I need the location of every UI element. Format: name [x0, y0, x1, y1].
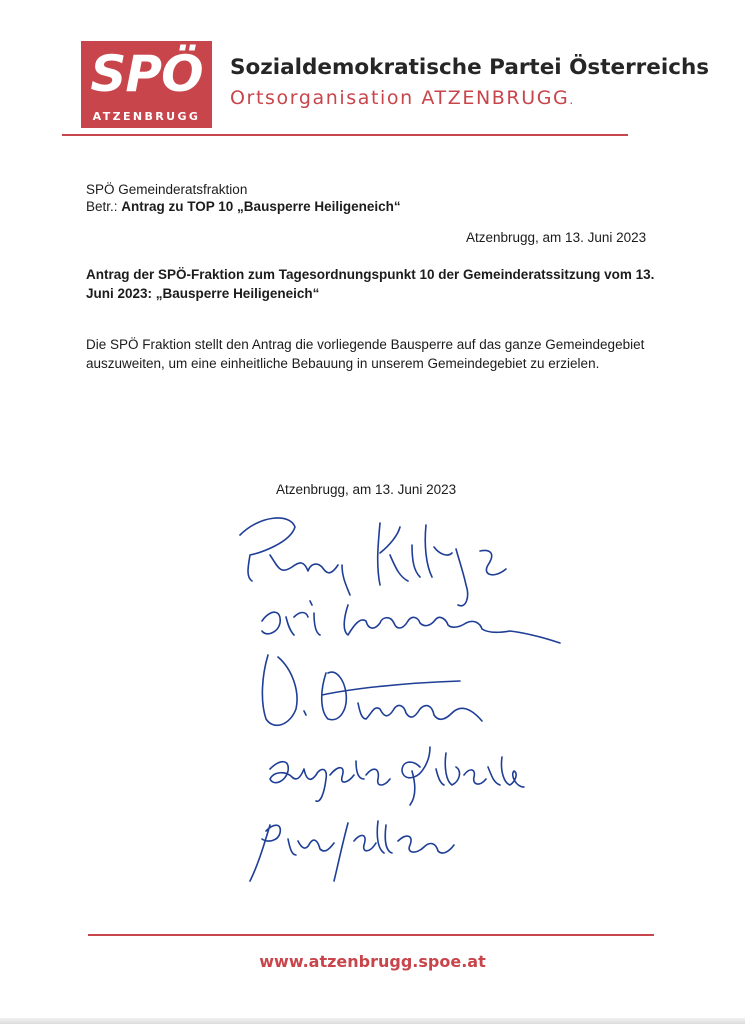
- logo-main-text: SPÖ: [90, 45, 203, 103]
- letter-date: Atzenbrugg, am 13. Juni 2023: [466, 230, 647, 245]
- motion-body: [86, 335, 644, 373]
- signature-3: [262, 655, 482, 725]
- handwritten-signatures: [230, 505, 580, 895]
- spoe-logo: [81, 41, 212, 128]
- header-divider: [62, 134, 628, 136]
- subject-text: Antrag zu TOP 10 „Bausperre Heiligeneich“: [121, 199, 401, 214]
- footer-website-link[interactable]: www.atzenbrugg.spoe.at: [259, 952, 486, 971]
- logo-sub-text: ATZENBRUGG: [92, 110, 201, 123]
- sender-line: SPÖ Gemeinderatsfraktion: [86, 182, 248, 197]
- footer-divider: [88, 934, 654, 936]
- signature-2: [262, 601, 560, 643]
- organisation-name-text: Ortsorganisation ATZENBRUGG: [230, 87, 570, 109]
- signature-date: Atzenbrugg, am 13. Juni 2023: [276, 482, 457, 497]
- motion-heading: [86, 265, 654, 303]
- subject-prefix: Betr.:: [86, 199, 122, 214]
- signature-5: [250, 821, 454, 881]
- motion-heading-line-1: Antrag der SPÖ-Fraktion zum Tagesordnungspunkt 10 der Gemeinderatssitzung vom 13.: [86, 267, 655, 282]
- signature-1: [240, 518, 506, 606]
- organisation-name: Ortsorganisation ATZENBRUGG.: [230, 87, 575, 109]
- motion-body-line-1: Die SPÖ Fraktion stellt den Antrag die vorliegende Bausperre auf das ganze Gemeindegebiet: [86, 337, 645, 352]
- motion-heading-line-2: Juni 2023: „Bausperre Heiligeneich“: [86, 286, 320, 301]
- subject-line: [86, 197, 401, 216]
- party-name: Sozialdemokratische Partei Österreichs: [230, 55, 710, 80]
- signature-4: [270, 747, 524, 805]
- scan-edge: [0, 1018, 745, 1024]
- motion-body-line-2: auszuweiten, um eine einheitliche Bebauung in unserem Gemeindegebiet zu erzielen.: [86, 356, 600, 371]
